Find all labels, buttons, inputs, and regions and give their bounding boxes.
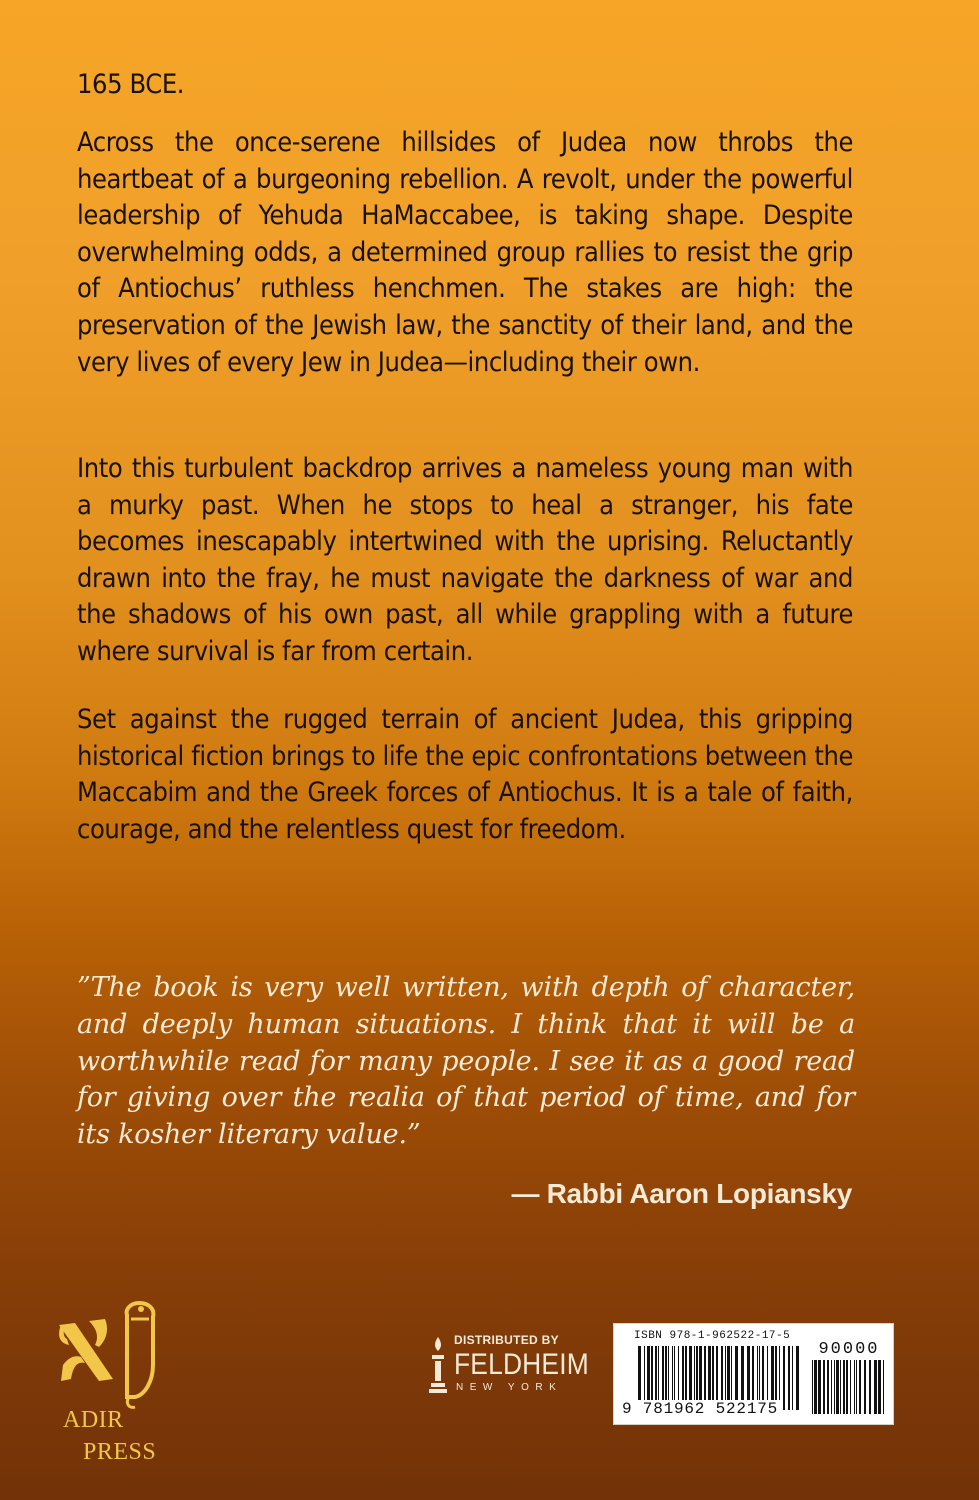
- distributor-name: FELDHEIM: [454, 1348, 589, 1381]
- barcode-bar: [818, 1360, 821, 1414]
- blurb-paragraph-3: Set against the rugged terrain of ancient Judea, this gripping historical fiction brings to life the epic confrontations between the Maccabim and the Greek forces of Antiochus. It is a tale of faith, courage, and the relentless quest for freedom.: [77, 704, 853, 845]
- barcode-bar: [812, 1360, 813, 1414]
- barcode-bar: [878, 1360, 881, 1414]
- isbn-barcode: [613, 1323, 894, 1425]
- barcode-bar: [827, 1360, 829, 1414]
- barcode-bar: [823, 1360, 825, 1414]
- blurb-paragraph-1: Across the once-serene hillsides of Judea now throbs the heartbeat of a burgeoning rebellion. A revolt, under the powerful leadership of Yehuda HaMaccabee, is taking shape. Despite overwhelming odds, a determined group rallies to resist the grip of Antiochus’ ruthless henchmen. The stakes are high: the preservation of the Jewish law, the sanctity of their land, and the very lives of every Jew in Judea—including their own.: [77, 127, 853, 378]
- barcode-bar: [864, 1360, 866, 1414]
- publisher-logo: [55, 1295, 215, 1480]
- barcode-bar: [874, 1360, 877, 1414]
- barcode-bar: [814, 1360, 817, 1414]
- barcode-bar: [859, 1360, 861, 1414]
- barcode-bar: [843, 1360, 845, 1414]
- barcode-bar: [796, 1346, 799, 1410]
- barcode-bars-addon: [812, 1360, 886, 1414]
- endorsement-author: — Rabbi Aaron Lopiansky: [511, 1178, 852, 1209]
- barcode-bar: [850, 1360, 851, 1414]
- distributor-logo: [428, 1333, 608, 1403]
- barcode-bar: [856, 1360, 857, 1414]
- barcode-bar: [854, 1360, 855, 1414]
- isbn-label: ISBN 978-1-962522-17-5: [634, 1330, 791, 1342]
- barcode-bar: [831, 1360, 832, 1414]
- barcode-bar: [883, 1360, 884, 1414]
- blurb-paragraph-2: Into this turbulent backdrop arrives a nameless young man with a murky past. When he stops to heal a stranger, his fate becomes inescapably intertwined with the uprising. Reluctantly drawn into the fray, he must navigate the darkness of war and the shadows of his own past, all while grappling with a future where survival is far from certain.: [77, 453, 853, 667]
- blurb-date: 165 BCE.: [77, 69, 185, 100]
- publisher-name-line-1: ADIR: [63, 1407, 124, 1433]
- barcode-bar: [869, 1360, 871, 1414]
- barcode-bar: [783, 1346, 785, 1410]
- barcode-bar: [788, 1346, 790, 1410]
- aleph-scroll-logo-icon: [55, 1295, 175, 1415]
- barcode-bar: [836, 1360, 839, 1414]
- feldheim-logo-icon: [428, 1335, 448, 1395]
- endorsement-quote: ”The book is very well written, with depth of character, and deeply human situations. I think that it will be a worthwhile read for many people. I see it as a good read for giving over the realia of that period of time, and for its kosher literary value.”: [77, 972, 855, 1151]
- barcode-bar: [846, 1360, 848, 1414]
- publisher-name-line-2: PRESS: [83, 1439, 157, 1465]
- distributor-city: NEW YORK: [456, 1382, 563, 1393]
- barcode-bar: [792, 1346, 793, 1410]
- distributed-by-label: DISTRIBUTED BY: [454, 1333, 559, 1347]
- barcode-addon-digits: 90000: [818, 1340, 880, 1359]
- barcode-bar: [840, 1360, 841, 1414]
- barcode-digits: 9 781962 522175: [622, 1400, 779, 1418]
- barcode-bar: [834, 1360, 835, 1414]
